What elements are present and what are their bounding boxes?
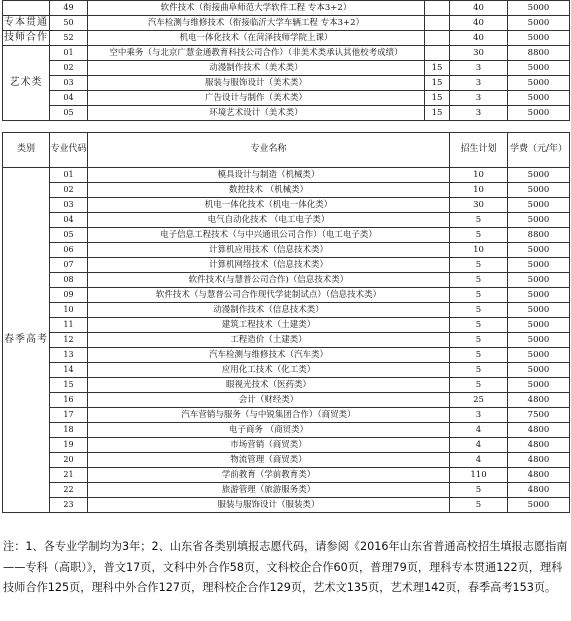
plan-cell: 15 — [425, 106, 450, 121]
table-row — [3, 31, 570, 46]
code-cell: 03 — [50, 198, 88, 213]
plan-cell: 30 — [450, 198, 508, 213]
table-row — [3, 183, 570, 198]
table-row — [3, 91, 570, 106]
code-cell: 19 — [50, 438, 88, 453]
code-cell: 21 — [50, 468, 88, 483]
table-row — [3, 348, 570, 363]
plan-cell — [425, 46, 450, 61]
fee-cell: 5000 — [508, 363, 570, 378]
major-name-cell: 环境艺术设计（美术类） — [88, 106, 425, 121]
major-name-cell: 服装与服饰设计（服装类） — [88, 498, 450, 513]
code-cell: 04 — [50, 91, 88, 106]
table-row — [3, 213, 570, 228]
fee-cell: 4800 — [508, 423, 570, 438]
plan-cell — [425, 1, 450, 16]
plan-cell: 5 — [450, 288, 508, 303]
fee-cell: 5000 — [508, 498, 570, 513]
code-cell: 03 — [50, 76, 88, 91]
major-name-cell: 模具设计与制造（机械类） — [88, 168, 450, 183]
fee-cell: 5000 — [508, 213, 570, 228]
fee-cell: 5000 — [508, 333, 570, 348]
category-cell: 专本贯通 — [3, 16, 50, 31]
major-name-cell: 软件技术(与慧普公司合作)（信息技术类） — [88, 273, 450, 288]
major-name-cell: 空中乘务（与北京广慧金通教育科技公司合作）（非美术类承认其他校考成绩） — [88, 46, 425, 61]
major-name-cell: 软件技术（衔接曲阜师范大学软件工程 专本3+2） — [88, 1, 425, 16]
major-name-cell: 应用化工技术（化工类） — [88, 363, 450, 378]
plan-cell: 5 — [450, 213, 508, 228]
table-row — [3, 453, 570, 468]
table-row — [3, 363, 570, 378]
code-cell: 02 — [50, 183, 88, 198]
header-plan: 招生计划 — [450, 133, 508, 168]
fee-cell: 4800 — [508, 468, 570, 483]
table-row — [3, 16, 570, 31]
table-row — [3, 1, 570, 16]
table-row — [3, 468, 570, 483]
major-name-cell: 软件技术（与慧普公司合作现代学徒制试点）（信息技术类） — [88, 288, 450, 303]
major-name-cell: 广告设计与制作（美术类） — [88, 91, 425, 106]
fee-cell: 5000 — [508, 61, 570, 76]
code-cell: 11 — [50, 318, 88, 333]
category-cell: 春季高考 — [3, 168, 50, 513]
fee-cell: 8800 — [508, 228, 570, 243]
fee-cell: 5000 — [508, 198, 570, 213]
footnote: 注：1、各专业学制均为3年；2、山东省各类别填报志愿代码，请参阅《2016年山东省普通高校招生填报志愿指南——专科（高职）》，普文17页，文科中外合作58页，文科校企合作60页，普理79页，理科专本贯通122页，理科技师合作125页，理科中外合作127页，理科校企合作129页，艺术文135页，艺术理142页，春季高考153页。 — [3, 540, 568, 594]
plan-cell: 25 — [450, 393, 508, 408]
major-name-cell: 数控技术 （机械类） — [88, 183, 450, 198]
fee-cell: 4800 — [508, 483, 570, 498]
plan-cell: 5 — [450, 228, 508, 243]
plan-cell: 5 — [450, 273, 508, 288]
table-row — [3, 408, 570, 423]
major-name-cell: 电子商务 （商贸类） — [88, 423, 450, 438]
major-name-cell: 电气自动化技术 （电工电子类） — [88, 213, 450, 228]
code-cell: 15 — [50, 378, 88, 393]
spring-exam-table — [2, 132, 570, 513]
code-cell: 05 — [50, 106, 88, 121]
plan-cell — [425, 31, 450, 46]
fee-cell: 5000 — [508, 106, 570, 121]
table-row — [3, 318, 570, 333]
fee-cell: 5000 — [508, 318, 570, 333]
major-name-cell: 汽车检测与维修技术（衔接临沂大学车辆工程 专本3+2） — [88, 16, 425, 31]
plan-cell: 30 — [450, 46, 508, 61]
category-cell — [3, 1, 50, 16]
plan-cell: 10 — [450, 168, 508, 183]
major-name-cell: 物流管理（商贸类） — [88, 453, 450, 468]
plan-cell: 5 — [450, 483, 508, 498]
fee-cell: 5000 — [508, 168, 570, 183]
plan-cell: 15 — [425, 61, 450, 76]
major-name-cell: 工程造价（土建类） — [88, 333, 450, 348]
plan-cell: 3 — [450, 61, 508, 76]
header-row — [3, 133, 570, 168]
major-name-cell: 服装与服饰设计（美术类） — [88, 76, 425, 91]
code-cell: 09 — [50, 288, 88, 303]
fee-cell: 5000 — [508, 16, 570, 31]
fee-cell: 5000 — [508, 91, 570, 106]
plan-cell: 3 — [450, 408, 508, 423]
plan-cell: 5 — [450, 303, 508, 318]
fee-cell: 7500 — [508, 408, 570, 423]
table-row — [3, 243, 570, 258]
plan-cell: 4 — [450, 453, 508, 468]
table-row — [3, 273, 570, 288]
fee-cell: 5000 — [508, 31, 570, 46]
plan-cell: 5 — [450, 318, 508, 333]
code-cell: 12 — [50, 333, 88, 348]
plan-cell: 10 — [450, 243, 508, 258]
fee-cell: 5000 — [508, 303, 570, 318]
header-code: 专业代码 — [50, 133, 88, 168]
major-name-cell: 眼视光技术（医药类） — [88, 378, 450, 393]
major-name-cell: 旅游管理（旅游服务类） — [88, 483, 450, 498]
table-row — [3, 423, 570, 438]
code-cell: 05 — [50, 228, 88, 243]
code-cell: 16 — [50, 393, 88, 408]
code-cell: 01 — [50, 46, 88, 61]
fee-cell: 5000 — [508, 183, 570, 198]
fee-cell: 4800 — [508, 393, 570, 408]
table-row — [3, 258, 570, 273]
major-name-cell: 动漫制作技术（信息技术类） — [88, 303, 450, 318]
plan-cell: 4 — [450, 423, 508, 438]
code-cell: 17 — [50, 408, 88, 423]
table-row — [3, 46, 570, 61]
fee-cell: 5000 — [508, 243, 570, 258]
header-category: 类别 — [3, 133, 50, 168]
table-row — [3, 106, 570, 121]
fee-cell: 4800 — [508, 438, 570, 453]
plan-cell: 110 — [450, 468, 508, 483]
plan-cell: 4 — [450, 438, 508, 453]
major-name-cell: 机电一体化技术（机电一体化类） — [88, 198, 450, 213]
category-cell: 技师合作 — [3, 31, 50, 46]
major-name-cell: 机电一体化技术（在菏泽技师学院上课） — [88, 31, 425, 46]
code-cell: 23 — [50, 498, 88, 513]
plan-cell — [425, 16, 450, 31]
code-cell: 08 — [50, 273, 88, 288]
major-name-cell: 学前教育（学前教育类） — [88, 468, 450, 483]
fee-cell: 5000 — [508, 348, 570, 363]
plan-cell: 5 — [450, 378, 508, 393]
code-cell: 13 — [50, 348, 88, 363]
table-row — [3, 168, 570, 183]
code-cell: 04 — [50, 213, 88, 228]
fee-cell: 5000 — [508, 378, 570, 393]
major-name-cell: 市场营销（商贸类） — [88, 438, 450, 453]
major-name-cell: 计算机网络技术（信息技术类） — [88, 258, 450, 273]
major-name-cell: 计算机应用技术（信息技术类） — [88, 243, 450, 258]
table-row — [3, 483, 570, 498]
fee-cell: 5000 — [508, 273, 570, 288]
plan-cell: 40 — [450, 16, 508, 31]
plan-cell: 40 — [450, 1, 508, 16]
fee-cell: 5000 — [508, 76, 570, 91]
plan-cell: 5 — [450, 333, 508, 348]
fee-cell: 5000 — [508, 1, 570, 16]
plan-cell: 5 — [450, 348, 508, 363]
plan-cell: 10 — [450, 183, 508, 198]
major-name-cell: 建筑工程技术（土建类） — [88, 318, 450, 333]
fee-cell: 5000 — [508, 258, 570, 273]
plan-cell: 5 — [450, 498, 508, 513]
plan-cell: 5 — [450, 258, 508, 273]
code-cell: 02 — [50, 61, 88, 76]
table-row — [3, 61, 570, 76]
header-major-name: 专业名称 — [88, 133, 450, 168]
code-cell: 50 — [50, 16, 88, 31]
plan-cell: 40 — [450, 31, 508, 46]
code-cell: 52 — [50, 31, 88, 46]
table-row — [3, 228, 570, 243]
table-gap — [0, 121, 571, 132]
code-cell: 14 — [50, 363, 88, 378]
fee-cell: 8800 — [508, 46, 570, 61]
table-row — [3, 378, 570, 393]
major-name-cell: 汽车营销与服务（与中锐集团合作）（商贸类） — [88, 408, 450, 423]
plan-cell: 3 — [450, 91, 508, 106]
code-cell: 01 — [50, 168, 88, 183]
code-cell: 10 — [50, 303, 88, 318]
category-cell: 艺术类 — [3, 46, 50, 121]
table-row — [3, 198, 570, 213]
table-row — [3, 438, 570, 453]
code-cell: 20 — [50, 453, 88, 468]
header-fee: 学费（元/年） — [508, 133, 570, 168]
plan-cell: 15 — [425, 91, 450, 106]
plan-cell: 5 — [450, 363, 508, 378]
major-name-cell: 电子信息工程技术（与中兴通讯公司合作）（电工电子类） — [88, 228, 450, 243]
table-row — [3, 333, 570, 348]
plan-cell: 3 — [450, 106, 508, 121]
table-row — [3, 303, 570, 318]
code-cell: 07 — [50, 258, 88, 273]
table-row — [3, 76, 570, 91]
code-cell: 18 — [50, 423, 88, 438]
table-row — [3, 288, 570, 303]
major-name-cell: 动漫制作技术（美术类） — [88, 61, 425, 76]
table-row — [3, 393, 570, 408]
fee-cell: 5000 — [508, 288, 570, 303]
code-cell: 06 — [50, 243, 88, 258]
major-name-cell: 汽车检测与维修技术（汽车类） — [88, 348, 450, 363]
plan-cell: 15 — [425, 76, 450, 91]
fee-cell: 4800 — [508, 453, 570, 468]
upper-enrollment-table — [2, 0, 570, 121]
plan-cell: 3 — [450, 76, 508, 91]
code-cell: 49 — [50, 1, 88, 16]
table-row — [3, 498, 570, 513]
code-cell: 22 — [50, 483, 88, 498]
major-name-cell: 会计（财经类） — [88, 393, 450, 408]
